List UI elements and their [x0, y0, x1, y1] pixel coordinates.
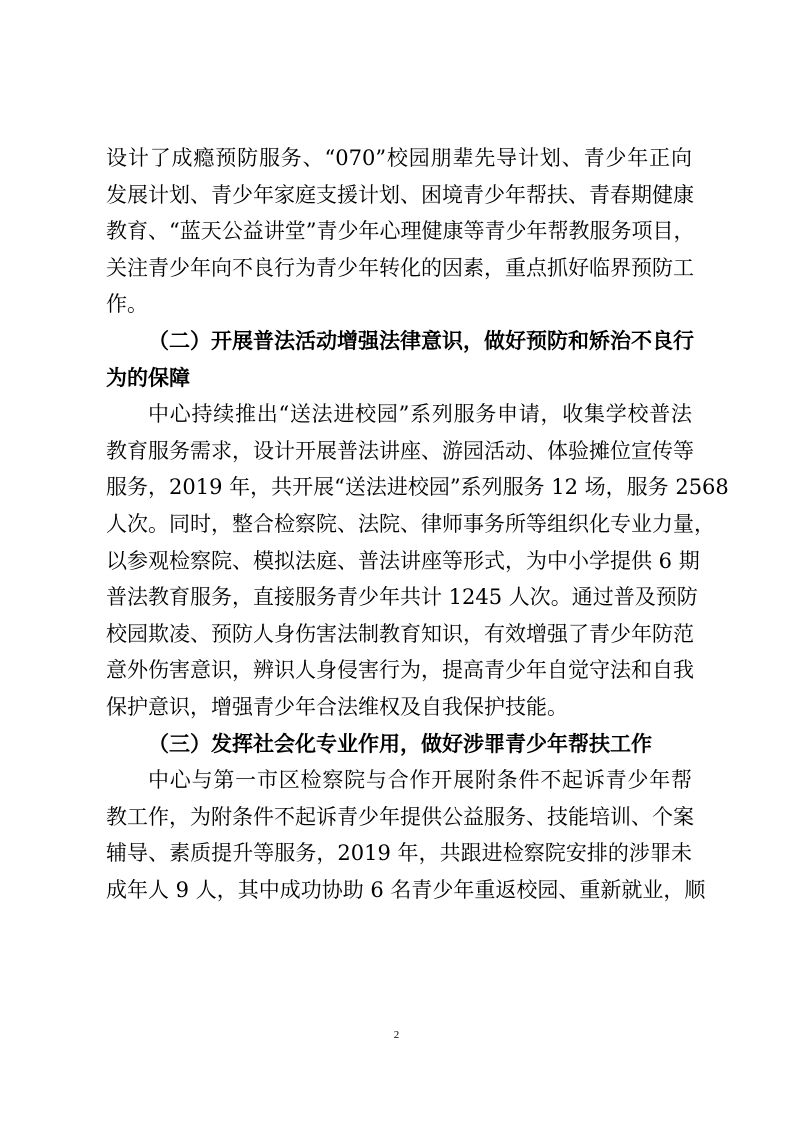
text-line: 中心持续推出“送法进校园”系列服务申请，收集学校普法	[148, 402, 692, 427]
heading-line: （二）开展普法活动增强法律意识，做好预防和矫治不良行	[148, 327, 694, 353]
text-line: 发展计划、青少年家庭支援计划、困境青少年帮扶、青春期健康	[106, 182, 694, 207]
paragraph-legal-education	[106, 396, 729, 725]
text-line: 保护意识，增强青少年合法维权及自我保护技能。	[106, 694, 568, 719]
text-line: 服务，2019 年，共开展“送法进校园”系列服务 12 场，服务 2568	[106, 475, 729, 500]
page-number: 2	[393, 1029, 400, 1041]
heading-line: （三）发挥社会化专业作用，做好涉罪青少年帮扶工作	[148, 730, 652, 756]
text-line: 以参观检察院、模拟法庭、普法讲座等形式，为中小学提供 6 期	[106, 548, 700, 573]
paragraph-youth-assistance	[106, 762, 706, 908]
text-line: 意外伤害意识，辨识人身侵害行为，提高青少年自觉守法和自我	[106, 658, 694, 683]
text-line: 人次。同时，整合检察院、法院、律师事务所等组织化专业力量，	[106, 511, 715, 536]
text-line: 教育服务需求，设计开展普法讲座、游园活动、体验摊位宣传等	[106, 438, 694, 463]
text-line: 教育、“蓝天公益讲堂”青少年心理健康等青少年帮教服务项目，	[106, 219, 695, 244]
text-line: 设计了成瘾预防服务、“070”校园朋辈先导计划、青少年正向	[106, 146, 692, 170]
text-line: 中心与第一市区检察院与合作开展附条件不起诉青少年帮	[148, 768, 692, 793]
text-line: 教工作，为附条件不起诉青少年提供公益服务、技能培训、个案	[106, 804, 694, 829]
text-line: 辅导、素质提升等服务，2019 年，共跟进检察院安排的涉罪未	[106, 841, 692, 866]
text-line: 成年人 9 人，其中成功协助 6 名青少年重返校园、重新就业，顺	[106, 877, 706, 902]
text-line: 作。	[106, 292, 148, 317]
text-line: 普法教育服务，直接服务青少年共计 1245 人次。通过普及预防	[106, 585, 698, 610]
paragraph-project-design	[106, 140, 695, 323]
heading-line: 为的保障	[106, 364, 190, 390]
text-line: 校园欺凌、预防人身伤害法制教育知识，有效增强了青少年防范	[106, 621, 694, 646]
text-line: 关注青少年向不良行为青少年转化的因素，重点抓好临界预防工	[106, 255, 694, 280]
section-heading-2	[106, 323, 692, 396]
document-body	[106, 140, 729, 908]
section-heading-3	[106, 726, 692, 763]
